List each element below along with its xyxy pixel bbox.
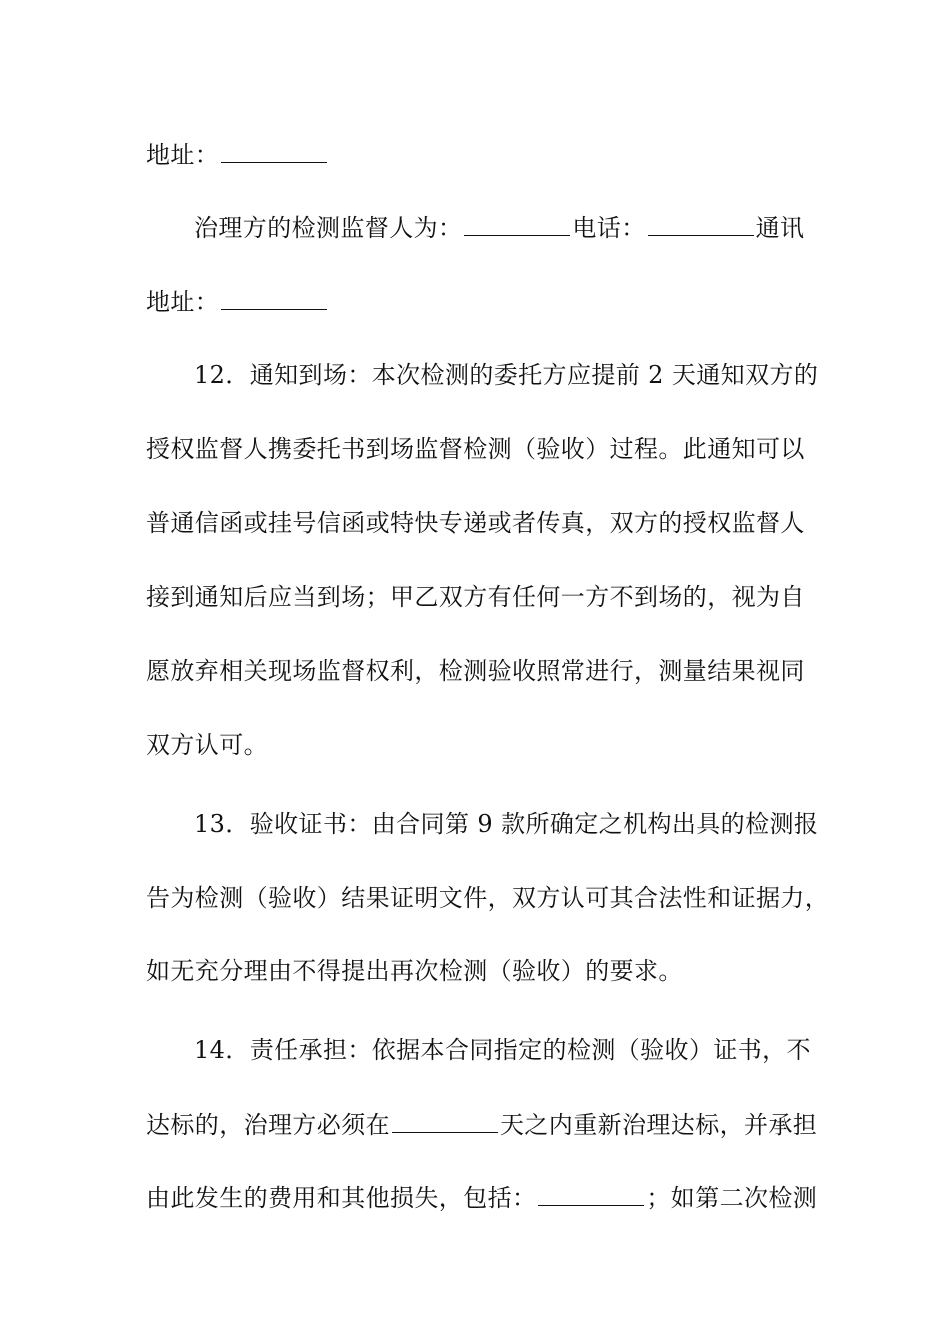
deadline-line — [146, 1108, 817, 1141]
supervisor-line — [194, 211, 804, 244]
paragraph-line: 如无充分理由不得提出再次检测（验收）的要求。 — [146, 957, 683, 985]
supervisor-blank — [464, 211, 570, 236]
days-blank — [392, 1108, 498, 1133]
costs-line — [146, 1181, 817, 1214]
paragraph-line: 13．验收证书：由合同第 9 款所确定之机构出具的检测报 — [194, 810, 819, 838]
phone-blank — [648, 211, 754, 236]
costs-blank — [538, 1181, 644, 1206]
address-blank — [221, 138, 327, 163]
deadline-tail: 天之内重新治理达标，并承担 — [500, 1111, 818, 1139]
paragraph-line: 14．责任承担：依据本合同指定的检测（验收）证书，不 — [194, 1036, 811, 1064]
paragraph-line: 接到通知后应当到场；甲乙双方有任何一方不到场的，视为自 — [146, 583, 805, 611]
address-label: 地址： — [146, 141, 220, 169]
paragraph-line: 授权监督人携委托书到场监督检测（验收）过程。此通知可以 — [146, 435, 805, 463]
supervisor-label: 治理方的检测监督人为： — [194, 214, 463, 242]
paragraph-line: 告为检测（验收）结果证明文件，双方认可其合法性和证据力， — [146, 884, 830, 912]
paragraph-line: 双方认可。 — [146, 731, 268, 759]
mailing-label: 通讯 — [755, 214, 805, 242]
costs-tail: ；如第二次检测 — [646, 1184, 818, 1212]
address-blank — [221, 285, 327, 310]
address-line-1 — [146, 138, 329, 171]
deadline-label: 达标的，治理方必须在 — [146, 1111, 390, 1139]
phone-label: 电话： — [572, 214, 646, 242]
paragraph-line: 愿放弃相关现场监督权利，检测验收照常进行，测量结果视同 — [146, 657, 805, 685]
costs-label: 由此发生的费用和其他损失，包括： — [146, 1184, 537, 1212]
address-label: 地址： — [146, 288, 220, 316]
paragraph-line: 12．通知到场：本次检测的委托方应提前 2 天通知双方的 — [194, 361, 819, 389]
address-line-2 — [146, 285, 329, 318]
paragraph-line: 普通信函或挂号信函或特快专递或者传真，双方的授权监督人 — [146, 509, 805, 537]
